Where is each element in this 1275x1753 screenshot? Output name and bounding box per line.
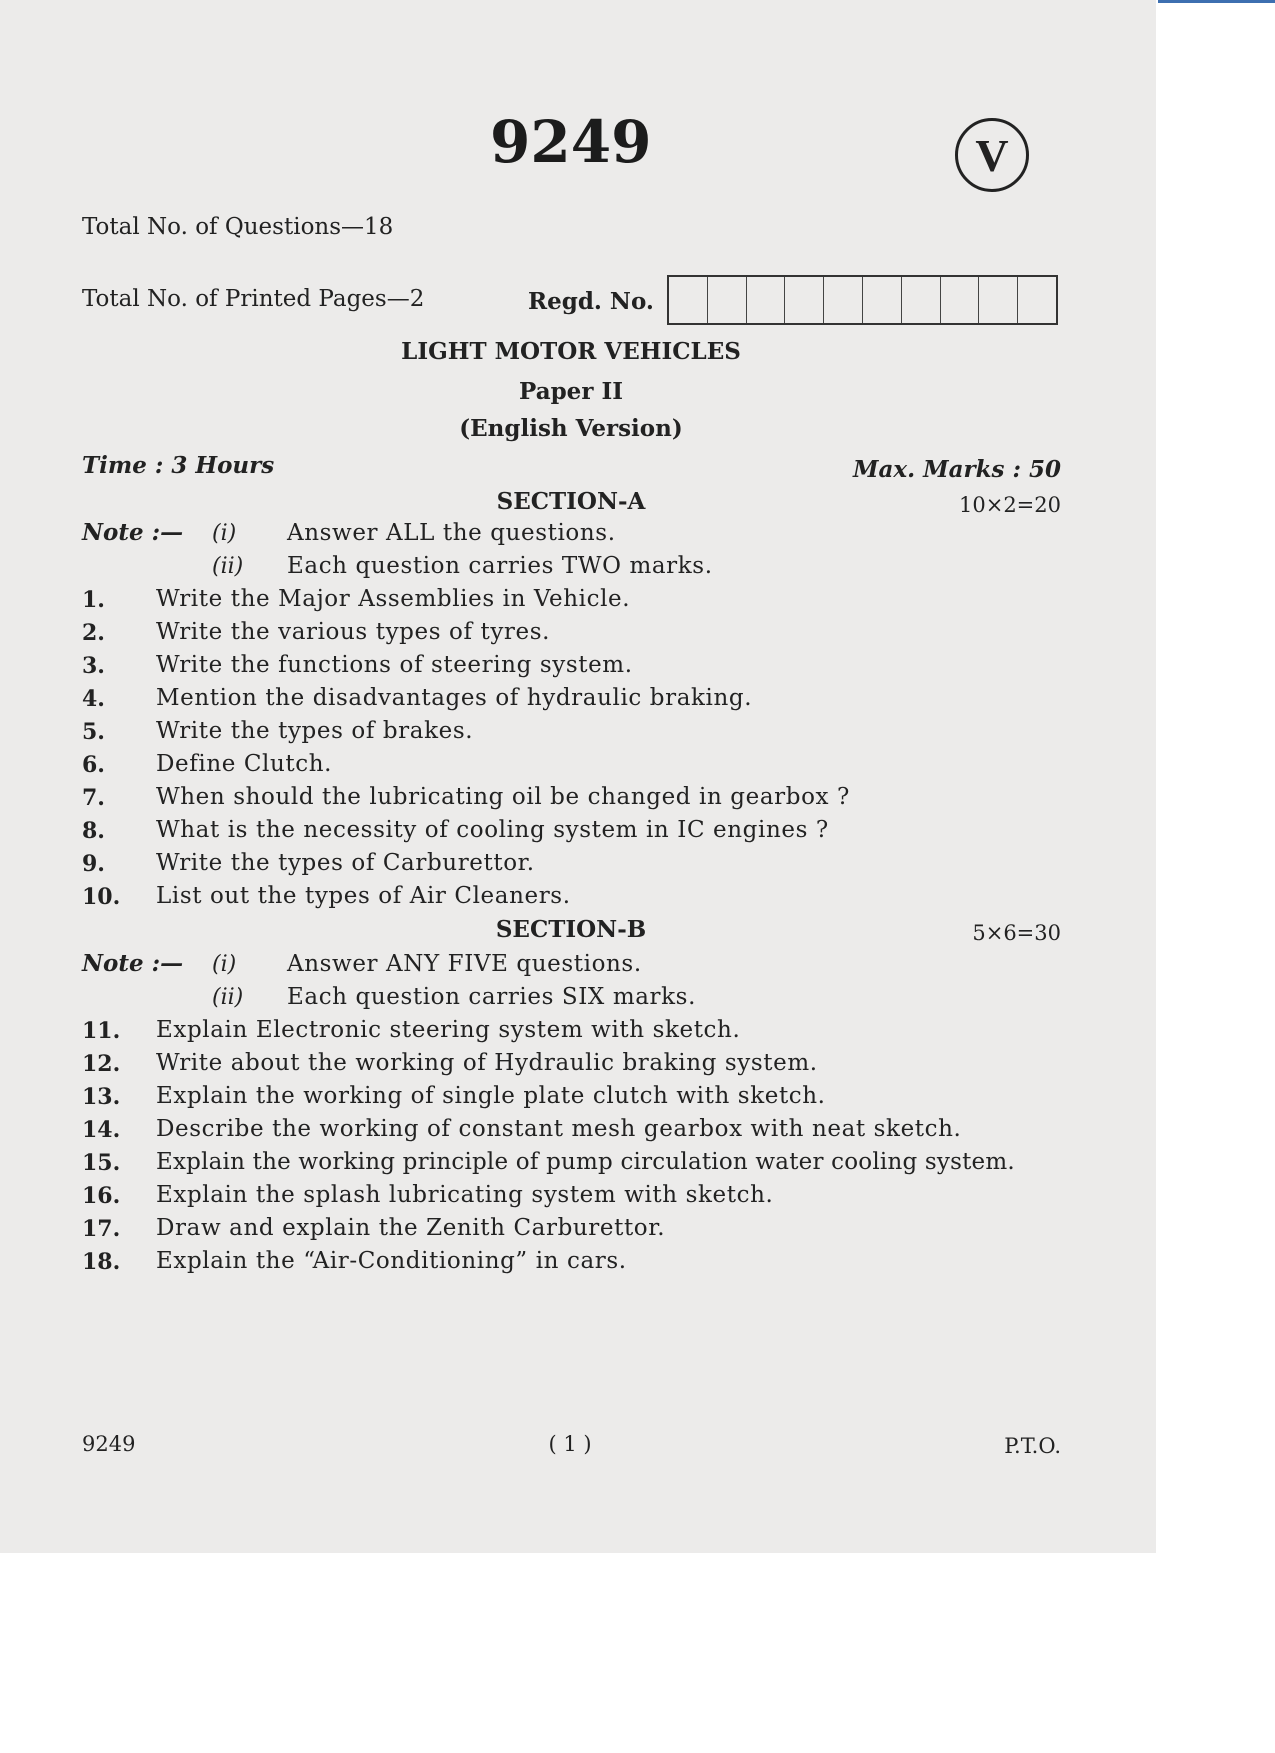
regd-digit-cell[interactable] (902, 277, 941, 323)
regd-number-boxes[interactable] (667, 275, 1058, 325)
question-text: Explain Electronic steering system with sketch. (156, 1017, 741, 1043)
scan-edge-line (1158, 0, 1275, 3)
section-b-heading: SECTION-B (495, 916, 647, 943)
question-number: 15. (82, 1150, 121, 1176)
question-number: 2. (82, 620, 105, 646)
question-text: Write the Major Assemblies in Vehicle. (156, 586, 631, 612)
question-text: Describe the working of constant mesh gearbox with neat sketch. (156, 1116, 962, 1142)
section-b-marks: 5×6=30 (972, 921, 1061, 945)
question-number: 3. (82, 653, 105, 679)
question-number: 16. (82, 1183, 121, 1209)
section-b-note-text: Each question carries SIX marks. (287, 984, 696, 1010)
question-text: Write about the working of Hydraulic braking system. (156, 1050, 818, 1076)
regd-digit-cell[interactable] (708, 277, 747, 323)
section-b-note-num: (ii) (212, 985, 244, 1010)
question-number: 12. (82, 1051, 121, 1077)
regd-digit-cell[interactable] (1018, 277, 1056, 323)
page-number: ( 1 ) (548, 1432, 592, 1456)
version-badge (955, 118, 1029, 192)
question-text: Mention the disadvantages of hydraulic braking. (156, 685, 753, 711)
question-text: Write the various types of tyres. (156, 619, 551, 645)
section-a-note-text: Answer ALL the questions. (287, 520, 616, 546)
question-text: List out the types of Air Cleaners. (156, 883, 571, 909)
question-number: 8. (82, 818, 105, 844)
question-text: Explain the splash lubricating system with sketch. (156, 1182, 774, 1208)
time-allowed: Time : 3 Hours (82, 452, 275, 479)
section-b-note-label: Note :— (82, 950, 184, 977)
section-a-note-label: Note :— (82, 519, 184, 546)
paper-code-heading: 9249 (490, 108, 652, 176)
question-number: 7. (82, 785, 105, 811)
question-number: 10. (82, 884, 121, 910)
section-a-note-num: (ii) (212, 554, 244, 579)
question-text: Draw and explain the Zenith Carburettor. (156, 1215, 666, 1241)
section-b-note-text: Answer ANY FIVE questions. (287, 951, 642, 977)
section-a-note-text: Each question carries TWO marks. (287, 553, 713, 579)
regd-digit-cell[interactable] (824, 277, 863, 323)
question-number: 11. (82, 1018, 121, 1044)
question-text: Write the types of Carburettor. (156, 850, 535, 876)
regd-label: Regd. No. (528, 288, 654, 315)
pto-label: P.T.O. (1004, 1434, 1061, 1458)
footer-code: 9249 (82, 1432, 136, 1456)
regd-digit-cell[interactable] (785, 277, 824, 323)
question-number: 18. (82, 1249, 121, 1275)
regd-digit-cell[interactable] (941, 277, 980, 323)
section-a-heading: SECTION-A (496, 488, 646, 515)
language-version: (English Version) (459, 415, 683, 442)
regd-digit-cell[interactable] (747, 277, 786, 323)
question-number: 9. (82, 851, 105, 877)
version-letter: V (975, 129, 1009, 181)
question-text: Explain the working of single plate clutch with sketch. (156, 1083, 826, 1109)
question-text: Define Clutch. (156, 751, 333, 777)
subject-title: LIGHT MOTOR VEHICLES (401, 338, 741, 365)
question-number: 13. (82, 1084, 121, 1110)
question-text: When should the lubricating oil be changed in gearbox ? (156, 784, 850, 810)
question-text: Write the types of brakes. (156, 718, 474, 744)
section-a-note-num: (i) (212, 521, 237, 546)
question-number: 4. (82, 686, 105, 712)
question-number: 14. (82, 1117, 121, 1143)
total-pages: Total No. of Printed Pages—2 (82, 286, 425, 312)
regd-digit-cell[interactable] (863, 277, 902, 323)
question-number: 5. (82, 719, 105, 745)
question-text: What is the necessity of cooling system in IC engines ? (156, 817, 829, 843)
question-text: Explain the working principle of pump circulation water cooling system. (156, 1149, 1015, 1175)
total-questions: Total No. of Questions—18 (82, 214, 394, 240)
max-marks: Max. Marks : 50 (853, 456, 1061, 483)
question-number: 6. (82, 752, 105, 778)
question-number: 1. (82, 587, 105, 613)
section-b-note-num: (i) (212, 952, 237, 977)
paper-number: Paper II (519, 378, 623, 405)
regd-digit-cell[interactable] (669, 277, 708, 323)
regd-digit-cell[interactable] (979, 277, 1018, 323)
question-text: Explain the “Air-Conditioning” in cars. (156, 1248, 627, 1274)
question-text: Write the functions of steering system. (156, 652, 633, 678)
question-number: 17. (82, 1216, 121, 1242)
section-a-marks: 10×2=20 (959, 493, 1061, 517)
